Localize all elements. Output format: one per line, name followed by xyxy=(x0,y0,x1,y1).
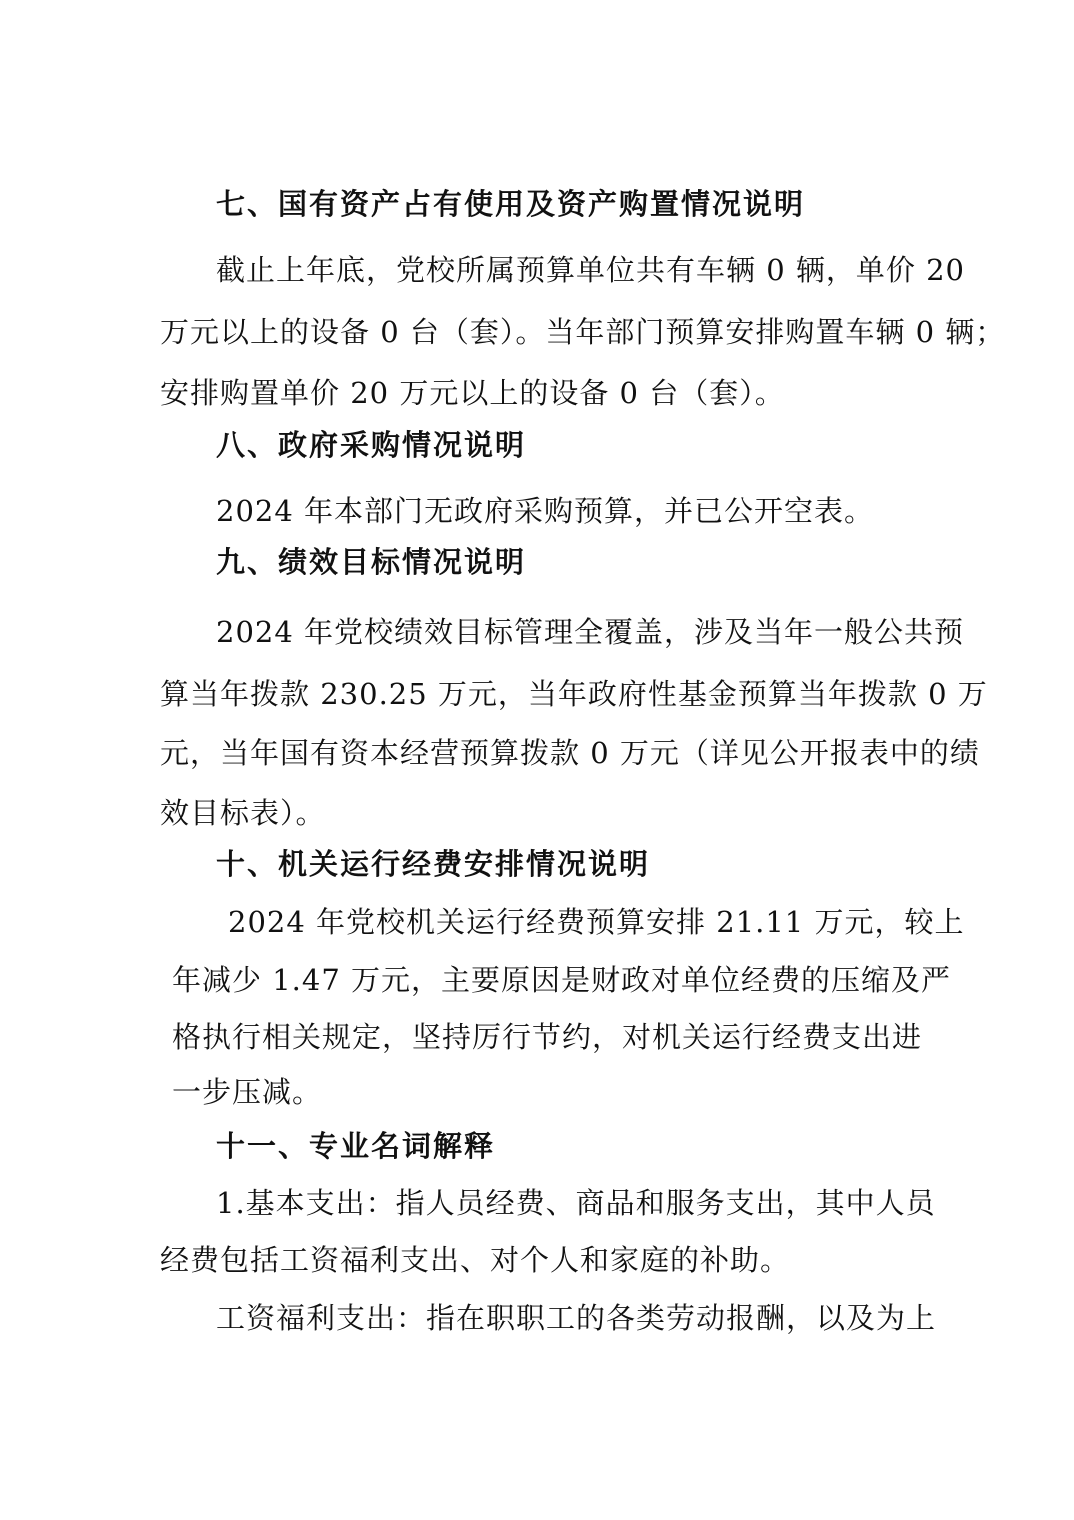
paragraph-line: 一步压减。 xyxy=(172,1075,323,1109)
section-heading-8: 八、政府采购情况说明 xyxy=(216,428,527,462)
paragraph-line: 效目标表）。 xyxy=(160,796,326,830)
section-heading-7: 七、国有资产占有使用及资产购置情况说明 xyxy=(216,187,806,221)
paragraph-line: 算当年拨款 230.25 万元，当年政府性基金预算当年拨款 0 万 xyxy=(160,677,988,711)
section-heading-9: 九、绩效目标情况说明 xyxy=(216,545,527,579)
section-heading-10: 十、机关运行经费安排情况说明 xyxy=(216,847,651,881)
paragraph-line: 1.基本支出：指人员经费、商品和服务支出，其中人员 xyxy=(216,1186,936,1220)
paragraph-line: 2024 年党校机关运行经费预算安排 21.11 万元，较上 xyxy=(228,905,965,939)
paragraph-line: 经费包括工资福利支出、对个人和家庭的补助。 xyxy=(160,1243,791,1277)
paragraph-line: 元，当年国有资本经营预算拨款 0 万元（详见公开报表中的绩 xyxy=(160,736,980,770)
paragraph-line: 格执行相关规定，坚持厉行节约，对机关运行经费支出进 xyxy=(172,1020,923,1054)
paragraph-line: 2024 年党校绩效目标管理全覆盖，涉及当年一般公共预 xyxy=(216,615,965,649)
paragraph-line: 年减少 1.47 万元，主要原因是财政对单位经费的压缩及严 xyxy=(172,963,952,997)
paragraph-line: 工资福利支出：指在职职工的各类劳动报酬，以及为上 xyxy=(216,1301,937,1335)
section-heading-11: 十一、专业名词解释 xyxy=(216,1129,496,1163)
paragraph-line: 安排购置单价 20 万元以上的设备 0 台（套）。 xyxy=(160,376,785,410)
paragraph-line: 万元以上的设备 0 台（套）。当年部门预算安排购置车辆 0 辆； xyxy=(160,315,1006,349)
paragraph-line: 2024 年本部门无政府采购预算，并已公开空表。 xyxy=(216,494,875,528)
paragraph-line: 截止上年底，党校所属预算单位共有车辆 0 辆，单价 20 xyxy=(216,253,966,287)
